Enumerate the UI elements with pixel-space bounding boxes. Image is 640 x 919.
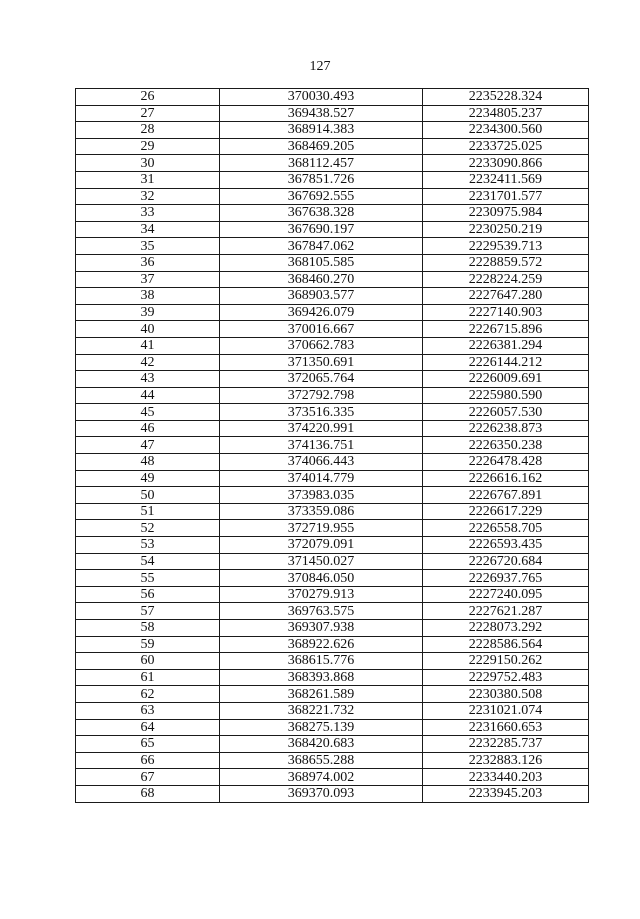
y-coordinate-cell: 2226478.428 — [423, 454, 589, 471]
table-row — [76, 503, 589, 520]
point-number-cell: 41 — [76, 337, 220, 354]
table-row — [76, 653, 589, 670]
y-coordinate-cell: 2230975.984 — [423, 205, 589, 222]
table-row — [76, 487, 589, 504]
x-coordinate-cell: 368112.457 — [220, 155, 423, 172]
table-row — [76, 470, 589, 487]
y-coordinate-cell: 2228073.292 — [423, 620, 589, 637]
y-coordinate-cell: 2226057.530 — [423, 404, 589, 421]
point-number-cell: 63 — [76, 702, 220, 719]
table-row — [76, 271, 589, 288]
y-coordinate-cell: 2234805.237 — [423, 105, 589, 122]
point-number-cell: 42 — [76, 354, 220, 371]
x-coordinate-cell: 368261.589 — [220, 686, 423, 703]
x-coordinate-cell: 367638.328 — [220, 205, 423, 222]
point-number-cell: 34 — [76, 221, 220, 238]
y-coordinate-cell: 2233440.203 — [423, 769, 589, 786]
point-number-cell: 62 — [76, 686, 220, 703]
table-row — [76, 288, 589, 305]
point-number-cell: 65 — [76, 736, 220, 753]
y-coordinate-cell: 2226720.684 — [423, 553, 589, 570]
y-coordinate-cell: 2226617.229 — [423, 503, 589, 520]
x-coordinate-cell: 373516.335 — [220, 404, 423, 421]
y-coordinate-cell: 2228586.564 — [423, 636, 589, 653]
x-coordinate-cell: 373983.035 — [220, 487, 423, 504]
table-row — [76, 122, 589, 139]
point-number-cell: 59 — [76, 636, 220, 653]
x-coordinate-cell: 370016.667 — [220, 321, 423, 338]
table-row — [76, 769, 589, 786]
y-coordinate-cell: 2229752.483 — [423, 669, 589, 686]
y-coordinate-cell: 2226350.238 — [423, 437, 589, 454]
point-number-cell: 27 — [76, 105, 220, 122]
point-number-cell: 64 — [76, 719, 220, 736]
y-coordinate-cell: 2227621.287 — [423, 603, 589, 620]
point-number-cell: 52 — [76, 520, 220, 537]
table-row — [76, 620, 589, 637]
x-coordinate-cell: 367847.062 — [220, 238, 423, 255]
table-row — [76, 155, 589, 172]
table-row — [76, 785, 589, 802]
table-row — [76, 138, 589, 155]
y-coordinate-cell: 2226616.162 — [423, 470, 589, 487]
x-coordinate-cell: 368460.270 — [220, 271, 423, 288]
point-number-cell: 61 — [76, 669, 220, 686]
point-number-cell: 55 — [76, 570, 220, 587]
point-number-cell: 39 — [76, 304, 220, 321]
table-row — [76, 89, 589, 106]
point-number-cell: 30 — [76, 155, 220, 172]
table-row — [76, 321, 589, 338]
point-number-cell: 26 — [76, 89, 220, 106]
y-coordinate-cell: 2233090.866 — [423, 155, 589, 172]
table-row — [76, 171, 589, 188]
table-row — [76, 304, 589, 321]
y-coordinate-cell: 2228224.259 — [423, 271, 589, 288]
table-row — [76, 752, 589, 769]
x-coordinate-cell: 369370.093 — [220, 785, 423, 802]
y-coordinate-cell: 2232411.569 — [423, 171, 589, 188]
y-coordinate-cell: 2226593.435 — [423, 537, 589, 554]
y-coordinate-cell: 2225980.590 — [423, 387, 589, 404]
table-row — [76, 669, 589, 686]
coordinates-table — [75, 88, 589, 803]
y-coordinate-cell: 2227647.280 — [423, 288, 589, 305]
point-number-cell: 35 — [76, 238, 220, 255]
y-coordinate-cell: 2230250.219 — [423, 221, 589, 238]
table-row — [76, 188, 589, 205]
x-coordinate-cell: 368469.205 — [220, 138, 423, 155]
y-coordinate-cell: 2229539.713 — [423, 238, 589, 255]
point-number-cell: 67 — [76, 769, 220, 786]
x-coordinate-cell: 368393.868 — [220, 669, 423, 686]
point-number-cell: 45 — [76, 404, 220, 421]
point-number-cell: 68 — [76, 785, 220, 802]
x-coordinate-cell: 373359.086 — [220, 503, 423, 520]
x-coordinate-cell: 374220.991 — [220, 420, 423, 437]
y-coordinate-cell: 2233945.203 — [423, 785, 589, 802]
x-coordinate-cell: 374014.779 — [220, 470, 423, 487]
x-coordinate-cell: 369763.575 — [220, 603, 423, 620]
y-coordinate-cell: 2227240.095 — [423, 586, 589, 603]
point-number-cell: 60 — [76, 653, 220, 670]
y-coordinate-cell: 2229150.262 — [423, 653, 589, 670]
y-coordinate-cell: 2226238.873 — [423, 420, 589, 437]
point-number-cell: 46 — [76, 420, 220, 437]
table-row — [76, 404, 589, 421]
y-coordinate-cell: 2228859.572 — [423, 254, 589, 271]
table-row — [76, 105, 589, 122]
point-number-cell: 56 — [76, 586, 220, 603]
x-coordinate-cell: 367851.726 — [220, 171, 423, 188]
x-coordinate-cell: 374136.751 — [220, 437, 423, 454]
x-coordinate-cell: 368275.139 — [220, 719, 423, 736]
y-coordinate-cell: 2226715.896 — [423, 321, 589, 338]
point-number-cell: 28 — [76, 122, 220, 139]
x-coordinate-cell: 369438.527 — [220, 105, 423, 122]
point-number-cell: 54 — [76, 553, 220, 570]
point-number-cell: 37 — [76, 271, 220, 288]
point-number-cell: 66 — [76, 752, 220, 769]
table-row — [76, 454, 589, 471]
table-row — [76, 586, 589, 603]
x-coordinate-cell: 372792.798 — [220, 387, 423, 404]
x-coordinate-cell: 368974.002 — [220, 769, 423, 786]
x-coordinate-cell: 370030.493 — [220, 89, 423, 106]
table-row — [76, 686, 589, 703]
y-coordinate-cell: 2226767.891 — [423, 487, 589, 504]
x-coordinate-cell: 372719.955 — [220, 520, 423, 537]
x-coordinate-cell: 372065.764 — [220, 371, 423, 388]
x-coordinate-cell: 368903.577 — [220, 288, 423, 305]
point-number-cell: 29 — [76, 138, 220, 155]
point-number-cell: 32 — [76, 188, 220, 205]
x-coordinate-cell: 374066.443 — [220, 454, 423, 471]
x-coordinate-cell: 370662.783 — [220, 337, 423, 354]
y-coordinate-cell: 2233725.025 — [423, 138, 589, 155]
point-number-cell: 50 — [76, 487, 220, 504]
point-number-cell: 49 — [76, 470, 220, 487]
table-row — [76, 437, 589, 454]
point-number-cell: 44 — [76, 387, 220, 404]
x-coordinate-cell: 367690.197 — [220, 221, 423, 238]
table-row — [76, 387, 589, 404]
x-coordinate-cell: 368420.683 — [220, 736, 423, 753]
x-coordinate-cell: 368655.288 — [220, 752, 423, 769]
table-row — [76, 702, 589, 719]
y-coordinate-cell: 2226937.765 — [423, 570, 589, 587]
point-number-cell: 38 — [76, 288, 220, 305]
point-number-cell: 48 — [76, 454, 220, 471]
table-row — [76, 736, 589, 753]
table-row — [76, 354, 589, 371]
point-number-cell: 43 — [76, 371, 220, 388]
point-number-cell: 53 — [76, 537, 220, 554]
table-row — [76, 603, 589, 620]
table-row — [76, 371, 589, 388]
point-number-cell: 58 — [76, 620, 220, 637]
table-row — [76, 205, 589, 222]
x-coordinate-cell: 369426.079 — [220, 304, 423, 321]
y-coordinate-cell: 2226558.705 — [423, 520, 589, 537]
y-coordinate-cell: 2230380.508 — [423, 686, 589, 703]
y-coordinate-cell: 2226009.691 — [423, 371, 589, 388]
y-coordinate-cell: 2232285.737 — [423, 736, 589, 753]
y-coordinate-cell: 2231660.653 — [423, 719, 589, 736]
y-coordinate-cell: 2231701.577 — [423, 188, 589, 205]
point-number-cell: 51 — [76, 503, 220, 520]
x-coordinate-cell: 367692.555 — [220, 188, 423, 205]
point-number-cell: 36 — [76, 254, 220, 271]
point-number-cell: 47 — [76, 437, 220, 454]
x-coordinate-cell: 368105.585 — [220, 254, 423, 271]
table-row — [76, 636, 589, 653]
point-number-cell: 57 — [76, 603, 220, 620]
table-row — [76, 553, 589, 570]
table-row — [76, 238, 589, 255]
x-coordinate-cell: 370846.050 — [220, 570, 423, 587]
table-row — [76, 570, 589, 587]
x-coordinate-cell: 372079.091 — [220, 537, 423, 554]
y-coordinate-cell: 2232883.126 — [423, 752, 589, 769]
table-row — [76, 420, 589, 437]
y-coordinate-cell: 2227140.903 — [423, 304, 589, 321]
x-coordinate-cell: 368922.626 — [220, 636, 423, 653]
table-row — [76, 520, 589, 537]
point-number-cell: 33 — [76, 205, 220, 222]
table-row — [76, 337, 589, 354]
x-coordinate-cell: 371350.691 — [220, 354, 423, 371]
x-coordinate-cell: 369307.938 — [220, 620, 423, 637]
y-coordinate-cell: 2234300.560 — [423, 122, 589, 139]
x-coordinate-cell: 368914.383 — [220, 122, 423, 139]
y-coordinate-cell: 2231021.074 — [423, 702, 589, 719]
y-coordinate-cell: 2235228.324 — [423, 89, 589, 106]
table-row — [76, 719, 589, 736]
x-coordinate-cell: 368221.732 — [220, 702, 423, 719]
table-row — [76, 254, 589, 271]
table-row — [76, 221, 589, 238]
y-coordinate-cell: 2226144.212 — [423, 354, 589, 371]
x-coordinate-cell: 371450.027 — [220, 553, 423, 570]
page-number: 127 — [309, 59, 331, 74]
table-row — [76, 537, 589, 554]
coordinates-table-body — [76, 89, 589, 803]
point-number-cell: 40 — [76, 321, 220, 338]
x-coordinate-cell: 368615.776 — [220, 653, 423, 670]
x-coordinate-cell: 370279.913 — [220, 586, 423, 603]
y-coordinate-cell: 2226381.294 — [423, 337, 589, 354]
point-number-cell: 31 — [76, 171, 220, 188]
